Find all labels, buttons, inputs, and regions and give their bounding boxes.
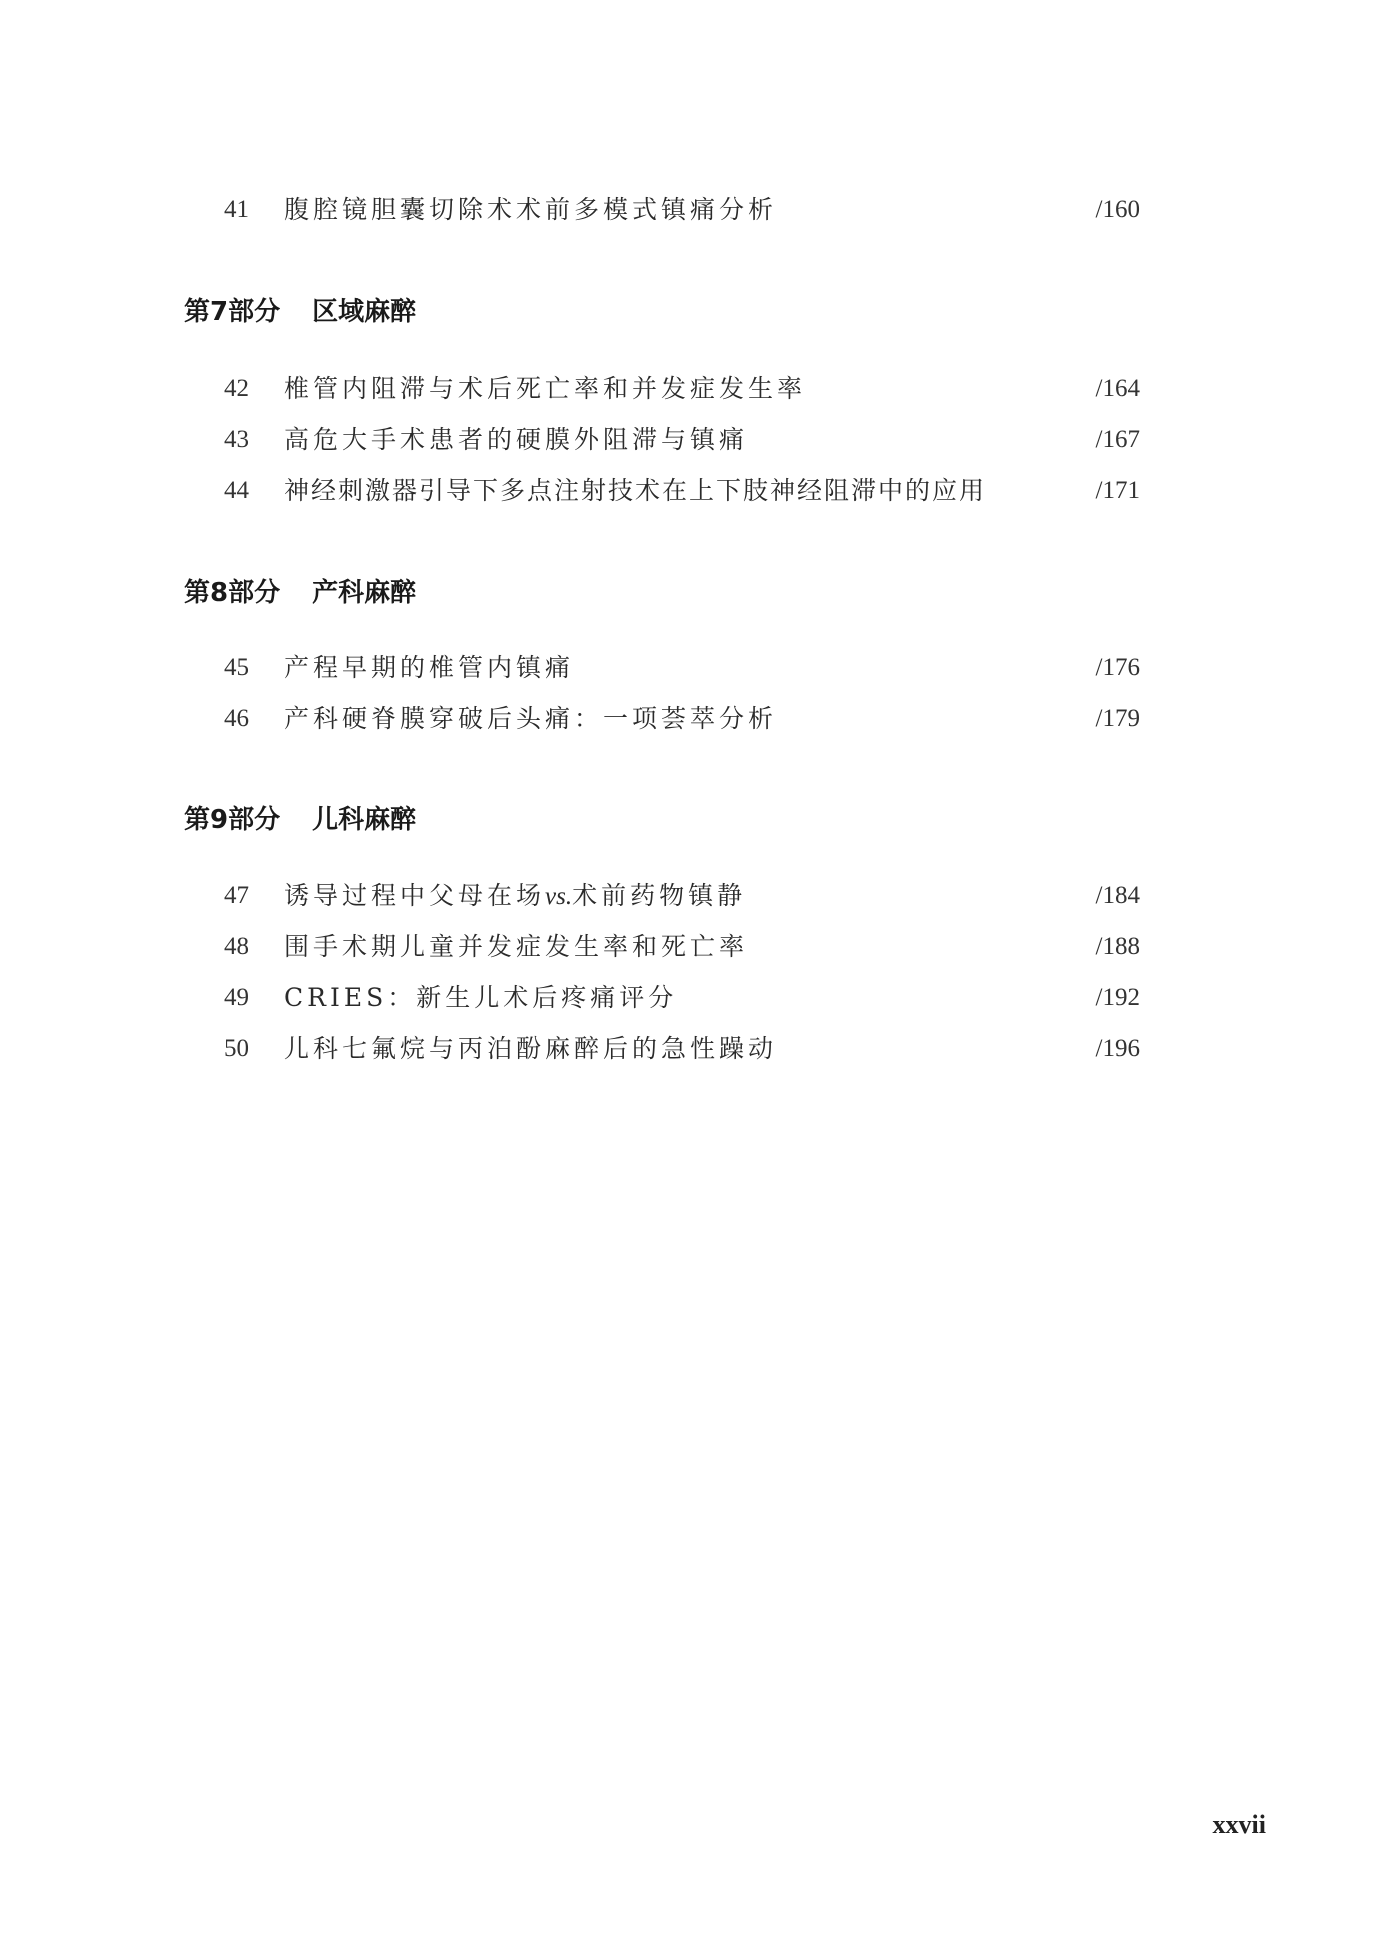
entry-number: 44 (224, 477, 249, 504)
entry-page: /188 (1095, 933, 1140, 960)
section-label: 第8部分 (184, 578, 281, 608)
section-label: 第7部分 (184, 297, 281, 327)
entry-title-part: 术前药物镇静 (572, 881, 747, 910)
entry-page: /192 (1095, 984, 1140, 1011)
entry-title: 产科硬脊膜穿破后头痛：一项荟萃分析 (284, 704, 778, 733)
entry-page: /171 (1095, 477, 1140, 504)
entry-number: 47 (224, 882, 249, 909)
section-heading (184, 800, 416, 840)
entry-title: CRIES：新生儿术后疼痛评分 (284, 983, 678, 1012)
toc-entry[interactable] (224, 927, 1140, 967)
entry-title-italic: vs. (545, 883, 573, 910)
entry-page: /167 (1095, 426, 1140, 453)
toc-entry[interactable] (224, 699, 1140, 739)
page-folio: xxvii (1212, 1810, 1266, 1839)
toc-entry[interactable] (224, 190, 1140, 230)
entry-number: 42 (224, 375, 249, 402)
entry-number: 48 (224, 933, 249, 960)
toc-entry[interactable] (224, 648, 1140, 688)
entry-page: /179 (1095, 705, 1140, 732)
entry-title: 腹腔镜胆囊切除术术前多模式镇痛分析 (284, 195, 778, 224)
entry-page: /184 (1095, 882, 1140, 909)
entry-page: /176 (1095, 654, 1140, 681)
section-title: 区域麻醉 (312, 297, 417, 327)
toc-entry[interactable] (224, 369, 1140, 409)
toc-entry[interactable] (224, 978, 1140, 1018)
section-title: 儿科麻醉 (312, 805, 417, 835)
entry-title: 椎管内阻滞与术后死亡率和并发症发生率 (284, 374, 807, 403)
entry-page: /196 (1095, 1035, 1140, 1062)
toc-entry[interactable] (224, 876, 1140, 916)
toc-entry[interactable] (224, 1029, 1140, 1069)
entry-title (284, 876, 746, 917)
entry-title: 高危大手术患者的硬膜外阻滞与镇痛 (284, 425, 749, 454)
toc-entry[interactable] (224, 471, 1140, 511)
entry-number: 45 (224, 654, 249, 681)
entry-number: 41 (224, 196, 249, 223)
section-title: 产科麻醉 (312, 578, 417, 608)
section-label: 第9部分 (184, 805, 281, 835)
entry-title-part: 诱导过程中父母在场 (284, 881, 546, 910)
entry-number: 43 (224, 426, 249, 453)
entry-page: /164 (1095, 375, 1140, 402)
entry-page: /160 (1095, 196, 1140, 223)
entry-number: 46 (224, 705, 249, 732)
entry-title: 围手术期儿童并发症发生率和死亡率 (284, 932, 749, 961)
entry-number: 49 (224, 984, 249, 1011)
section-heading (184, 292, 416, 332)
toc-entry[interactable] (224, 420, 1140, 460)
entry-title: 神经刺激器引导下多点注射技术在上下肢神经阻滞中的应用 (284, 476, 987, 505)
entry-number: 50 (224, 1035, 249, 1062)
entry-title: 产程早期的椎管内镇痛 (284, 653, 575, 682)
section-heading (184, 573, 416, 613)
entry-title: 儿科七氟烷与丙泊酚麻醉后的急性躁动 (284, 1034, 778, 1063)
